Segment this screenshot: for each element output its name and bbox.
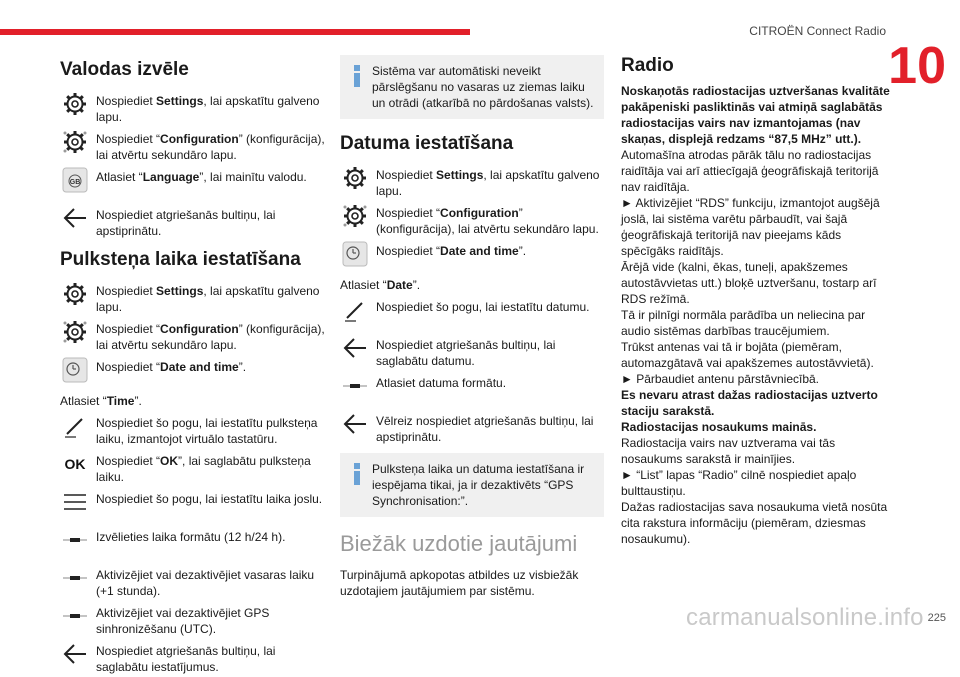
instruction-step bbox=[340, 163, 604, 199]
section-title-radio: Radio bbox=[621, 55, 674, 76]
header-red-bar bbox=[0, 29, 470, 35]
clock-steps-2 bbox=[60, 411, 328, 675]
instruction-step bbox=[340, 371, 604, 407]
step-text: Nospiediet atgriešanās bultiņu, lai apstiprinātu. bbox=[96, 208, 276, 238]
date-select-date: Atlasiet “Date”. bbox=[340, 278, 421, 292]
ok-icon: OK bbox=[64, 456, 86, 472]
step-text: Nospiediet atgriešanās bultiņu, lai saglabātu iestatījumus. bbox=[96, 644, 276, 674]
list-lines-icon bbox=[60, 487, 90, 517]
language-steps bbox=[60, 89, 328, 239]
toggle-icon bbox=[60, 601, 90, 631]
info-box-gps: Pulksteņa laika un datuma iestatīšana ir iespējama tikai, ja ir dezaktivēts “GPS Synchronisation:”. bbox=[340, 453, 604, 517]
date-steps bbox=[340, 163, 604, 275]
instruction-step bbox=[60, 279, 328, 315]
instruction-step bbox=[340, 295, 604, 331]
date-time-icon bbox=[60, 355, 90, 385]
step-text: Nospiediet Settings, lai apskatītu galveno lapu. bbox=[376, 168, 600, 198]
language-flag-icon bbox=[60, 165, 90, 195]
page-number: 225 bbox=[927, 612, 946, 624]
instruction-step bbox=[60, 127, 328, 163]
faq-intro: Turpinājumā apkopotas atbildes uz visbiežāk uzdotajiem jautājumiem par sistēmu. bbox=[340, 568, 579, 598]
column-left bbox=[60, 55, 328, 677]
back-arrow-icon bbox=[340, 409, 370, 439]
section-title-language: Valodas izvēle bbox=[60, 59, 189, 80]
instruction-step bbox=[60, 317, 328, 353]
instruction-step bbox=[60, 355, 328, 391]
step-text: Nospiediet Settings, lai apskatītu galveno lapu. bbox=[96, 284, 320, 314]
instruction-step bbox=[340, 409, 604, 445]
info-icon bbox=[350, 65, 364, 87]
instruction-step bbox=[60, 449, 328, 485]
instruction-step bbox=[60, 601, 328, 637]
step-text: Nospiediet “OK”, lai saglabātu pulksteņa laiku. bbox=[96, 454, 311, 484]
back-arrow-icon bbox=[340, 333, 370, 363]
step-text: Nospiediet šo pogu, lai iestatītu pulksteņa laiku, izmantojot virtuālo tastatūru. bbox=[96, 416, 318, 446]
instruction-step bbox=[60, 639, 328, 675]
step-text: Nospiediet “Date and time”. bbox=[96, 360, 247, 374]
step-text: Nospiediet “Configuration” (konfigurācija), lai atvērtu sekundāro lapu. bbox=[376, 206, 599, 236]
step-text: Nospiediet Settings, lai apskatītu galveno lapu. bbox=[96, 94, 320, 124]
gear-icon bbox=[340, 163, 370, 193]
column-middle bbox=[340, 55, 604, 601]
step-text: Atlasiet “Language”, lai mainītu valodu. bbox=[96, 170, 307, 184]
watermark: carmanualsonline.info bbox=[686, 604, 924, 631]
step-text: Nospiediet atgriešanās bultiņu, lai saglabātu datumu. bbox=[376, 338, 556, 368]
instruction-step bbox=[60, 563, 328, 599]
back-arrow-icon bbox=[60, 203, 90, 233]
info-box-dst: Sistēma var automātiski neveikt pārslēgšanu no vasaras uz ziemas laiku un otrādi (atkarībā no pārdošanas valsts). bbox=[340, 55, 604, 119]
chapter-number: 10 bbox=[888, 37, 946, 95]
radio-faq: Noskaņotās radiostacijas uztveršanas kvalitāte pakāpeniski pasliktinās vai atmiņā saglabātās radiostacijas vairs nav izmantojamas (nav skaņas, displejā redzams “87,5 MHz” utt.). Automašīna atrodas pārāk tālu no radiostacijas raidītāja vai arī attiecīgajā ģeogrāfiskajā teritorijā nav raidītāja. ► Aktivizējiet “RDS” funkciju, izmantojot augšējā joslā, lai sistēma varētu pārbaudīt, vai šajā ģeogrāfiskajā teritorijā nav pieejams kāds spēcīgāks raidītājs. Ārējā vide (kalni, ēkas, tuneļi, apakšzemes autostāvvietas utt.) bloķē uztveršanu, tostarp arī RDS režīmā. Tā ir pilnīgi normāla parādība un neliecina par audio sistēmas darbības traucējumiem. Trūkst antenas vai tā ir bojāta (piemēram, automazgātavā vai apakšzemes autostāvvietā). ► Pārbaudiet antenu pārstāvniecībā. Es nevaru atrast dažas radiostacijas uztverto staciju sarakstā. Radiostacijas nosaukums mainās. Radiostacija vairs nav uztverama vai tās nosaukums sarakstā ir mainījies. ► “List” lapas “Radio” cilnē nospiediet apaļo bulttaustiņu. Dažas radiostacijas sava nosaukuma vietā nosūta cita rakstura informāciju (piemēram, dziesmas nosaukumu). bbox=[621, 84, 890, 546]
gear-config-icon bbox=[60, 317, 90, 347]
gear-icon bbox=[60, 89, 90, 119]
instruction-step bbox=[340, 239, 604, 275]
instruction-step bbox=[340, 201, 604, 237]
step-text: Vēlreiz nospiediet atgriešanās bultiņu, lai apstiprinātu. bbox=[376, 414, 594, 444]
date-steps-2 bbox=[340, 295, 604, 445]
step-text: Aktivizējiet vai dezaktivējiet vasaras laiku (+1 stunda). bbox=[96, 568, 315, 598]
step-text: Nospiediet šo pogu, lai iestatītu datumu. bbox=[376, 300, 590, 314]
gear-config-icon bbox=[340, 201, 370, 231]
instruction-step bbox=[60, 487, 328, 523]
toggle-icon bbox=[60, 563, 90, 593]
toggle-icon bbox=[60, 525, 90, 555]
edit-pen-icon bbox=[340, 295, 370, 325]
step-text: Nospiediet “Date and time”. bbox=[376, 244, 527, 258]
step-text: Nospiediet šo pogu, lai iestatītu laika joslu. bbox=[96, 492, 323, 506]
step-text: Aktivizējiet vai dezaktivējiet GPS sinhronizēšanu (UTC). bbox=[96, 606, 270, 636]
info-icon bbox=[350, 463, 364, 485]
clock-select-time: Atlasiet “Time”. bbox=[60, 394, 142, 408]
toggle-icon bbox=[340, 371, 370, 401]
section-title-faq: Biežāk uzdotie jautājumi bbox=[340, 531, 578, 556]
date-time-icon bbox=[340, 239, 370, 269]
column-right bbox=[621, 55, 891, 547]
gear-icon bbox=[60, 279, 90, 309]
instruction-step bbox=[340, 333, 604, 369]
section-title-clock: Pulksteņa laika iestatīšana bbox=[60, 249, 301, 270]
edit-pen-icon bbox=[60, 411, 90, 441]
step-text: Nospiediet “Configuration” (konfigurācija), lai atvērtu sekundāro lapu. bbox=[96, 132, 325, 162]
section-title-date: Datuma iestatīšana bbox=[340, 133, 514, 154]
instruction-step bbox=[60, 411, 328, 447]
instruction-step bbox=[60, 525, 328, 561]
chapter-title: CITROËN Connect Radio bbox=[749, 24, 886, 38]
gear-config-icon bbox=[60, 127, 90, 157]
step-text: Nospiediet “Configuration” (konfigurācija), lai atvērtu sekundāro lapu. bbox=[96, 322, 325, 352]
instruction-step bbox=[60, 89, 328, 125]
step-text: Atlasiet datuma formātu. bbox=[376, 376, 507, 390]
back-arrow-icon bbox=[60, 639, 90, 669]
svg-text:GB: GB bbox=[69, 179, 81, 186]
step-text: Izvēlieties laika formātu (12 h/24 h). bbox=[96, 530, 286, 544]
clock-steps bbox=[60, 279, 328, 391]
instruction-step bbox=[60, 203, 328, 239]
instruction-step bbox=[60, 165, 328, 201]
